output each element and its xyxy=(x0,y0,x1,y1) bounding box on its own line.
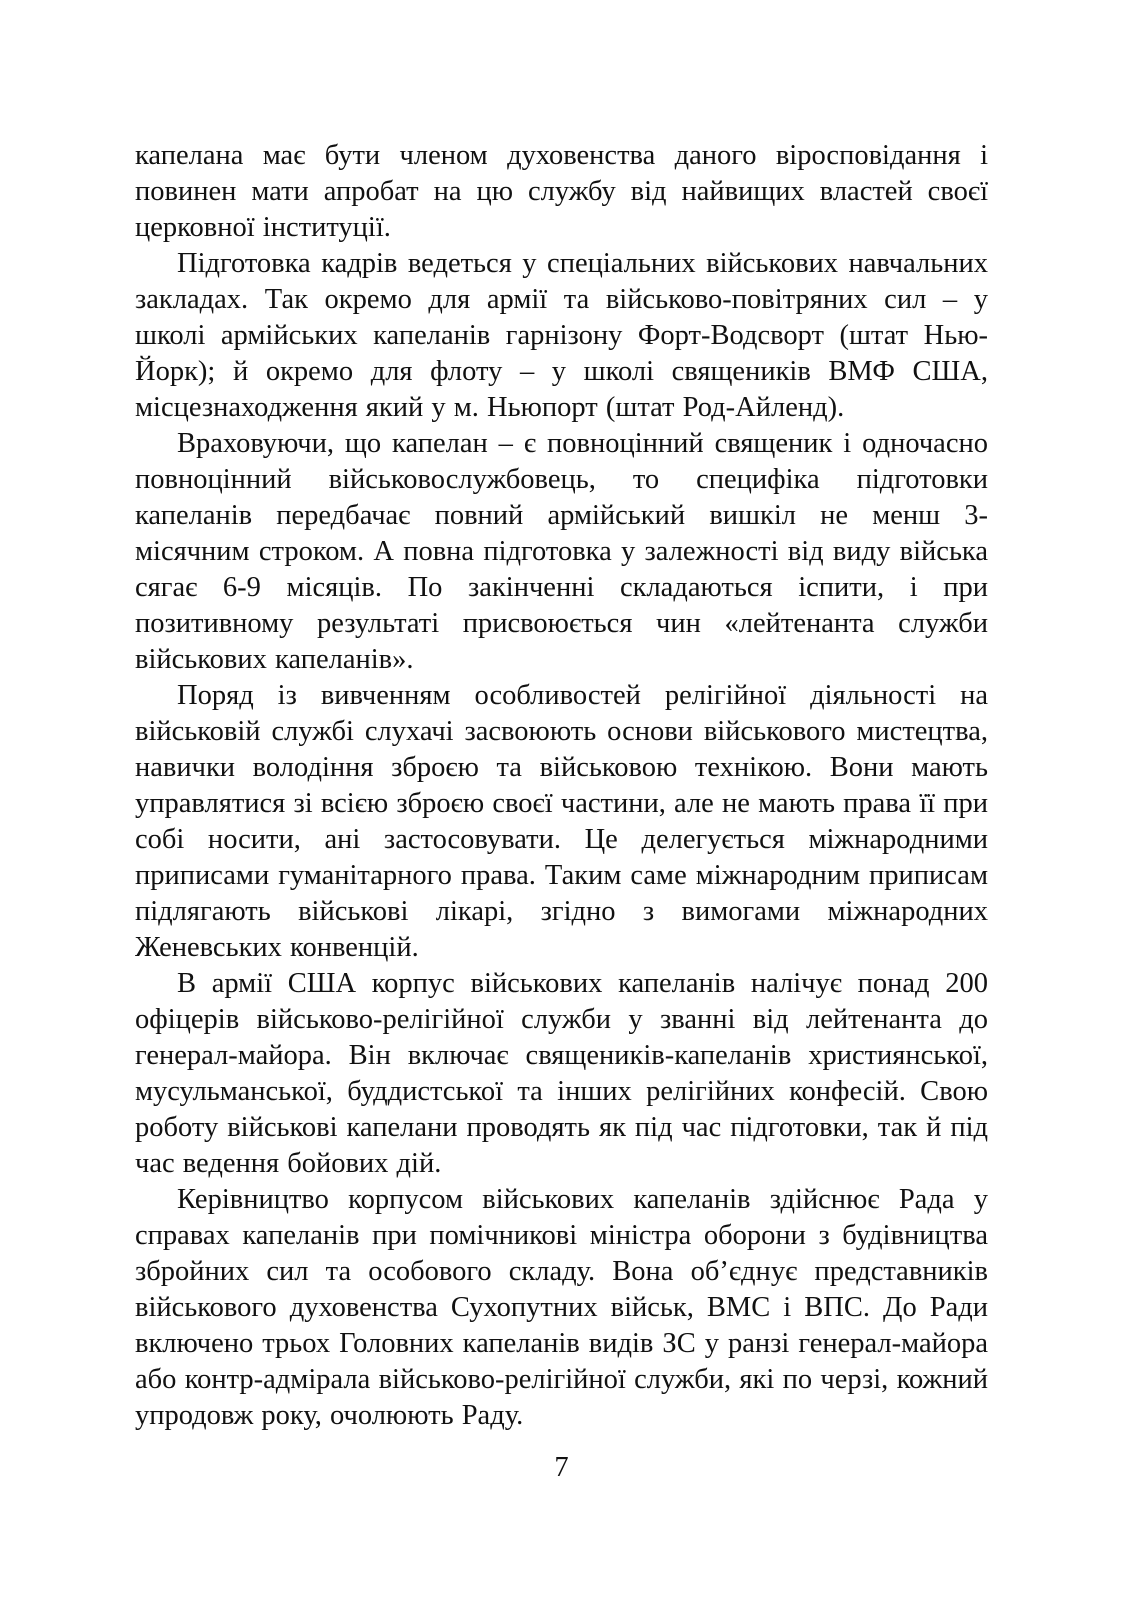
page-text-block xyxy=(135,138,988,1434)
paragraph: В армії США корпус військових капеланів налічує понад 200 офіцерів військово-релігійної служби у званні від лейтенанта до генерал-майора. Він включає священиків-капеланів християнської, мусульманської, буддистської та інших релігійних конфесій. Свою роботу військові капелани проводять як під час підготовки, так й під час ведення бойових дій. xyxy=(135,968,988,1179)
paragraph: капелана має бути членом духовенства даного віросповідання і повинен мати апробат на цю службу від найвищих властей своєї церковної інституції. xyxy=(135,140,988,243)
paragraph: Підготовка кадрів ведеться у спеціальних військових навчальних закладах. Так окремо для армії та військово-повітряних сил – у школі армійських капеланів гарнізону Форт-Водсворт (штат Нью-Йорк); й окремо для флоту – у школі священиків ВМФ США, місцезнаходження який у м. Ньюпорт (штат Род-Айленд). xyxy=(135,248,988,423)
paragraph: Враховуючи, що капелан – є повноцінний священик і одночасно повноцінний військовослужбовець, то специфіка підготовки капеланів передбачає повний армійський вишкіл не менш 3-місячним строком. А повна підготовка у залежності від виду війська сягає 6-9 місяців. По закінченні складаються іспити, і при позитивному результаті присвоюється чин «лейтенанта служби військових капеланів». xyxy=(135,428,988,675)
page-number: 7 xyxy=(554,1452,569,1483)
paragraph: Керівництво корпусом військових капеланів здійснює Рада у справах капеланів при помічникові міністра оборони з будівництва збройних сил та особового складу. Вона об’єднує представників військового духовенства Сухопутних військ, ВМС і ВПС. До Ради включено трьох Головних капеланів видів ЗС у ранзі генерал-майора або контр-адмірала військово-релігійної служби, які по черзі, кожний упродовж року, очолюють Раду. xyxy=(135,1184,988,1431)
paragraph: Поряд із вивченням особливостей релігійної діяльності на військовій службі слухачі засвоюють основи військового мистецтва, навички володіння зброєю та військовою технікою. Вони мають управлятися зі всією зброєю своєї частини, але не мають права її при собі носити, ані застосовувати. Це делегується міжнародними приписами гуманітарного права. Таким саме міжнародним приписам підлягають військові лікарі, згідно з вимогами міжнародних Женевських конвенцій. xyxy=(135,680,988,963)
